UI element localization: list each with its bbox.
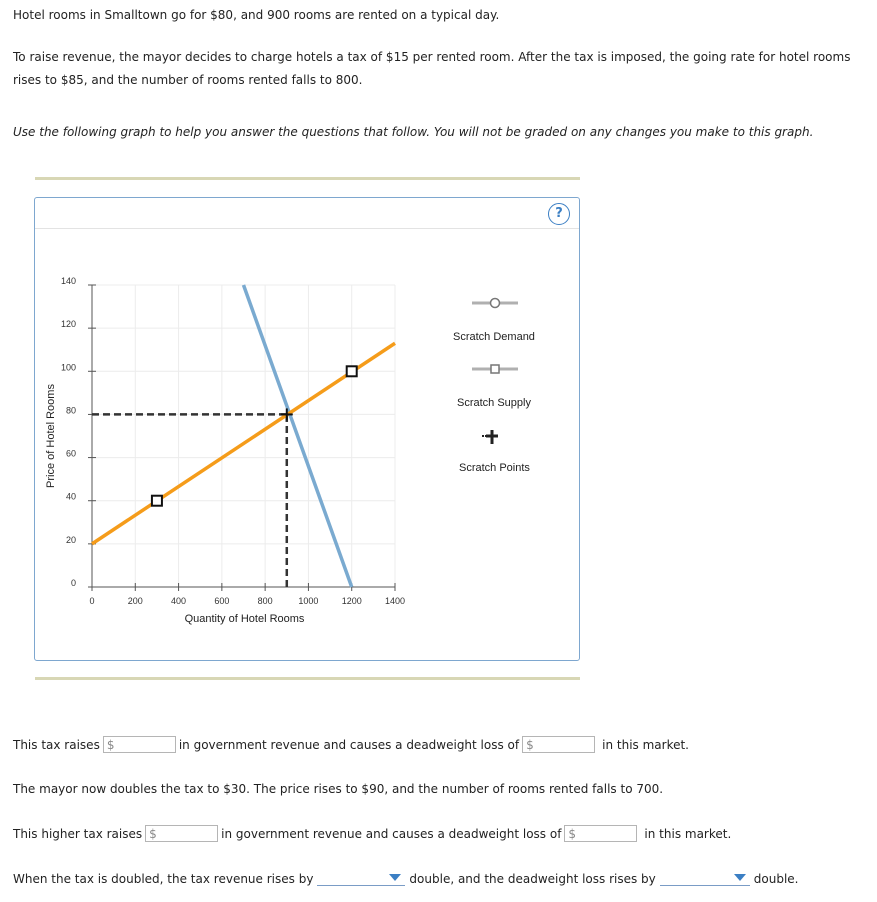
x-tick-label: 1000 [298, 596, 319, 606]
x-tick-label: 1400 [384, 596, 406, 606]
y-tick-label: 100 [60, 362, 76, 373]
help-icon[interactable]: ? [548, 203, 570, 225]
deadweight-change-select[interactable] [660, 871, 750, 886]
x-tick-label: 400 [171, 596, 187, 606]
scratch-demand-tool[interactable] [472, 296, 518, 310]
q3-middle: double, and the deadweight loss rises by [409, 871, 656, 886]
x-tick-label: 1200 [341, 596, 362, 606]
q1-deadweight-input[interactable]: $ [522, 736, 595, 753]
x-axis-label: Quantity of Hotel Rooms [184, 613, 305, 625]
scratch-points-label: Scratch Points [459, 462, 530, 474]
q3-suffix: double. [753, 871, 799, 886]
y-tick-label: 40 [65, 491, 76, 502]
supply-point-marker [347, 366, 357, 376]
top-divider [35, 177, 580, 180]
q3-prefix: When the tax is doubled, the tax revenue rises by [13, 871, 314, 886]
y-tick-label: 60 [65, 448, 76, 459]
intro-text-1: Hotel rooms in Smalltown go for $80, and 900 rooms are rented on a typical day. [13, 8, 500, 22]
question-1 [13, 736, 689, 753]
x-tick-label: 0 [89, 596, 95, 606]
q1-prefix: This tax raises [13, 737, 100, 752]
y-axis-label: Price of Hotel Rooms [45, 384, 57, 488]
q2-middle: in government revenue and causes a deadweight loss of [221, 826, 562, 841]
supply-point-marker [152, 496, 162, 506]
bottom-divider [35, 677, 580, 680]
q1-suffix: in this market. [602, 737, 689, 752]
y-tick-label: 120 [60, 319, 76, 330]
question-2 [13, 825, 731, 842]
q1-revenue-input[interactable]: $ [103, 736, 176, 753]
demand-curve [244, 285, 352, 587]
y-tick-label: 80 [65, 405, 76, 416]
q2-deadweight-input[interactable]: $ [564, 825, 637, 842]
q2-prefix: This higher tax raises [13, 826, 143, 841]
chevron-down-icon [389, 874, 401, 881]
x-tick-label: 800 [257, 596, 273, 606]
question-3 [13, 871, 799, 886]
y-tick-label: 0 [70, 578, 76, 588]
doubled-tax-text: The mayor now doubles the tax to $30. The price rises to $90, and the number of rooms rented falls to 700. [13, 782, 664, 796]
q2-suffix: in this market. [644, 826, 732, 841]
chevron-down-icon [734, 874, 746, 881]
q2-revenue-input[interactable]: $ [145, 825, 218, 842]
y-tick-label: 140 [60, 276, 76, 286]
q1-middle: in government revenue and causes a deadweight loss of [178, 737, 520, 752]
intro-text-2: To raise revenue, the mayor decides to charge hotels a tax of $15 per rented room. After the tax is imposed, the going rate for hotel rooms rises to $85, and the number of rooms rented falls to 800. [13, 50, 851, 87]
scratch-supply-label: Scratch Supply [457, 397, 531, 409]
x-tick-label: 600 [214, 596, 230, 606]
graph-instruction: Use the following graph to help you answer the questions that follow. You will not be graded on any changes you make to this graph. [13, 125, 814, 139]
x-tick-label: 200 [127, 596, 143, 606]
graph-panel [34, 197, 580, 661]
y-tick-label: 20 [65, 534, 76, 545]
scratch-points-tool[interactable] [481, 428, 503, 446]
scratch-supply-tool[interactable] [472, 362, 518, 376]
scratch-demand-label: Scratch Demand [453, 331, 535, 343]
revenue-change-select[interactable] [317, 871, 405, 886]
